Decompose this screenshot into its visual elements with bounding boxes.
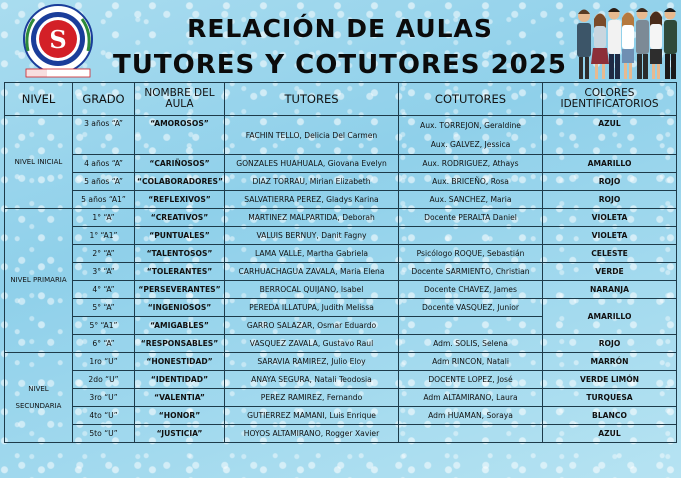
grado-cell: 3° “A” bbox=[73, 263, 135, 281]
cotutor-cell bbox=[399, 227, 543, 245]
table-row bbox=[5, 191, 677, 209]
aula-cell: “IDENTIDAD” bbox=[135, 371, 225, 389]
grado-cell: 3ro “U” bbox=[73, 389, 135, 407]
aula-cell: “PERSEVERANTES” bbox=[135, 281, 225, 299]
color-cell: MARRÓN bbox=[543, 353, 677, 371]
aula-cell: “VALENTIA” bbox=[135, 389, 225, 407]
grado-cell: 5 años “A1” bbox=[73, 191, 135, 209]
grado-cell: 5° “A1” bbox=[73, 317, 135, 335]
table-row bbox=[5, 353, 677, 371]
color-cell: VERDE bbox=[543, 263, 677, 281]
tutor-cell: GARRO SALAZAR, Osmar Eduardo bbox=[225, 317, 399, 335]
grado-cell: 4 años “A” bbox=[73, 155, 135, 173]
color-cell: CELESTE bbox=[543, 245, 677, 263]
color-cell: AMARILLO bbox=[543, 155, 677, 173]
cotutor-cell: Docente SARMIENTO, Christian bbox=[399, 263, 543, 281]
table-row bbox=[5, 227, 677, 245]
level-cell-secundaria: NIVEL SECUNDARIA bbox=[5, 353, 73, 443]
color-cell: ROJO bbox=[543, 335, 677, 353]
tutor-cell: GONZALES HUAHUALA, Giovana Evelyn bbox=[225, 155, 399, 173]
cotutor-cell: Adm HUAMAN, Soraya bbox=[399, 407, 543, 425]
aula-cell: “TOLERANTES” bbox=[135, 263, 225, 281]
grado-cell: 3 años “A” bbox=[73, 116, 135, 155]
cotutor-cell bbox=[399, 425, 543, 443]
grado-cell: 2° “A” bbox=[73, 245, 135, 263]
column-header-cotutores: COTUTORES bbox=[399, 83, 543, 116]
grado-cell: 6° “A” bbox=[73, 335, 135, 353]
color-cell: ROJO bbox=[543, 173, 677, 191]
tutor-cell: DIAZ TORRAU, Mirian Elizabeth bbox=[225, 173, 399, 191]
grado-cell: 5to “U” bbox=[73, 425, 135, 443]
aula-cell: “CREATIVOS” bbox=[135, 209, 225, 227]
aula-cell: “PUNTUALES” bbox=[135, 227, 225, 245]
table-row bbox=[5, 281, 677, 299]
aula-cell: “INGENIOSOS” bbox=[135, 299, 225, 317]
aula-cell: “COLABORADORES” bbox=[135, 173, 225, 191]
color-cell: AZUL bbox=[543, 116, 677, 155]
cotutor-cell: Docente VASQUEZ, Junior bbox=[399, 299, 543, 317]
column-header-grado: GRADO bbox=[73, 83, 135, 116]
svg-text:S: S bbox=[49, 25, 67, 54]
cotutor-cell: Aux. BRICEÑO, Rosa bbox=[399, 173, 543, 191]
table-row bbox=[5, 389, 677, 407]
grado-cell: 1ro “U” bbox=[73, 353, 135, 371]
table-row bbox=[5, 425, 677, 443]
cotutor-name: Aux. TORREJON, Geraldine bbox=[420, 121, 521, 130]
cotutor-cell: Aux. RODRIGUEZ, Athays bbox=[399, 155, 543, 173]
table-row bbox=[5, 245, 677, 263]
aula-cell: “AMIGABLES” bbox=[135, 317, 225, 335]
tutor-cell: MARTINEZ MALPARTIDA, Deborah bbox=[225, 209, 399, 227]
tutor-cell: VALUIS BERNUY, Danit Fagny bbox=[225, 227, 399, 245]
tutor-cell: SARAVIA RAMIREZ, Julio Eloy bbox=[225, 353, 399, 371]
page-title: RELACIÓN DE AULAS bbox=[187, 14, 493, 43]
tutor-cell: LAMA VALLE, Martha Gabriela bbox=[225, 245, 399, 263]
table-row bbox=[5, 116, 677, 155]
cotutor-name: Aux. GALVEZ, Jessica bbox=[430, 140, 511, 149]
table-row bbox=[5, 407, 677, 425]
column-header-aula: NOMBRE DEL AULA bbox=[135, 83, 225, 116]
color-cell: VERDE LIMÓN bbox=[543, 371, 677, 389]
cotutor-cell: Docente PERALTA Daniel bbox=[399, 209, 543, 227]
cotutor-cell: Docente CHAVEZ, James bbox=[399, 281, 543, 299]
cotutor-cell: Adm. SOLIS, Selena bbox=[399, 335, 543, 353]
table-row bbox=[5, 371, 677, 389]
color-cell: AZUL bbox=[543, 425, 677, 443]
table-header-row bbox=[5, 83, 677, 116]
table-row bbox=[5, 263, 677, 281]
grado-cell: 4° “A” bbox=[73, 281, 135, 299]
level-cell-primaria: NIVEL PRIMARIA bbox=[5, 209, 73, 353]
column-header-tutores: TUTORES bbox=[225, 83, 399, 116]
page-subtitle: TUTORES Y COTUTORES 2025 bbox=[113, 50, 567, 80]
table-row bbox=[5, 155, 677, 173]
teachers-group-illustration bbox=[574, 2, 678, 82]
aula-cell: “TALENTOSOS” bbox=[135, 245, 225, 263]
tutor-cell: HOYOS ALTAMIRANO, Rogger Xavier bbox=[225, 425, 399, 443]
grado-cell: 4to “U” bbox=[73, 407, 135, 425]
aula-cell: “AMOROSOS” bbox=[135, 116, 225, 155]
aula-cell: “RESPONSABLES” bbox=[135, 335, 225, 353]
column-header-nivel: NIVEL bbox=[5, 83, 73, 116]
grado-cell: 2do “U” bbox=[73, 371, 135, 389]
classrooms-table bbox=[4, 82, 677, 443]
grado-cell: 1° “A1” bbox=[73, 227, 135, 245]
color-cell: AMARILLO bbox=[543, 299, 677, 335]
tutor-cell: CARHUACHAGUA ZAVALA, Maria Elena bbox=[225, 263, 399, 281]
table-row bbox=[5, 173, 677, 191]
table-row bbox=[5, 299, 677, 317]
color-cell: VIOLETA bbox=[543, 209, 677, 227]
cotutor-cell: DOCENTE LOPEZ, José bbox=[399, 371, 543, 389]
tutor-cell: VASQUEZ ZAVALA, Gustavo Raul bbox=[225, 335, 399, 353]
cotutor-cell bbox=[399, 116, 543, 155]
cotutor-cell: Psicólogo ROQUE, Sebastián bbox=[399, 245, 543, 263]
color-cell: TURQUESA bbox=[543, 389, 677, 407]
color-cell: VIOLETA bbox=[543, 227, 677, 245]
cotutor-cell bbox=[399, 317, 543, 335]
cotutor-cell: Adm RINCON, Natali bbox=[399, 353, 543, 371]
aula-cell: “HONESTIDAD” bbox=[135, 353, 225, 371]
cotutor-cell: Aux. SANCHEZ, Maria bbox=[399, 191, 543, 209]
tutor-cell: SALVATIERRA PEREZ, Gladys Karina bbox=[225, 191, 399, 209]
aula-cell: “JUSTICIA” bbox=[135, 425, 225, 443]
tutor-cell: ANAYA SEGURA, Natali Teodosia bbox=[225, 371, 399, 389]
tutor-cell: FACHIN TELLO, Delicia Del Carmen bbox=[225, 116, 399, 155]
aula-cell: “REFLEXIVOS” bbox=[135, 191, 225, 209]
color-cell: NARANJA bbox=[543, 281, 677, 299]
cotutor-cell: Adm ALTAMIRANO, Laura bbox=[399, 389, 543, 407]
grado-cell: 5 años “A” bbox=[73, 173, 135, 191]
tutor-cell: PEREZ RAMIREZ, Fernando bbox=[225, 389, 399, 407]
tutor-cell: GUTIERREZ MAMANI, Luis Enrique bbox=[225, 407, 399, 425]
color-cell: ROJO bbox=[543, 191, 677, 209]
table-row bbox=[5, 335, 677, 353]
tutor-cell: PEREDA ILLATUPA, Judith Melissa bbox=[225, 299, 399, 317]
color-cell: BLANCO bbox=[543, 407, 677, 425]
grado-cell: 5° “A” bbox=[73, 299, 135, 317]
school-logo bbox=[22, 3, 94, 79]
column-header-colores: COLORES IDENTIFICATORIOS bbox=[543, 83, 677, 116]
table-row bbox=[5, 209, 677, 227]
tutor-cell: BERROCAL QUIJANO, Isabel bbox=[225, 281, 399, 299]
aula-cell: “HONOR” bbox=[135, 407, 225, 425]
level-cell-inicial: NIVEL INICIAL bbox=[5, 116, 73, 209]
aula-cell: “CARIÑOSOS” bbox=[135, 155, 225, 173]
grado-cell: 1° “A” bbox=[73, 209, 135, 227]
